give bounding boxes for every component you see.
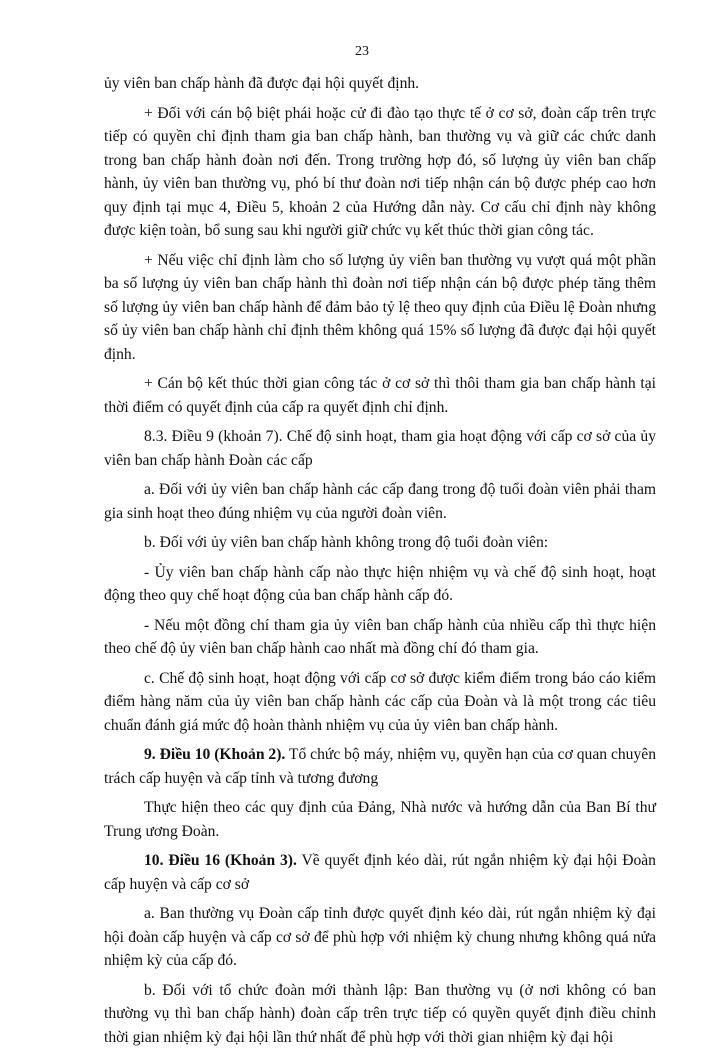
paragraph-text: b. Đối với tổ chức đoàn mới thành lập: Ban thường vụ (ở nơi không có ban thường vụ thì ban chấp hành) đoàn cấp trên trực tiếp có quyền quyết định điều chỉnh thời gian nhiệm kỳ đại hội lần thứ nhất để phù hợp với thời gian nhiệm kỳ đại hội (104, 981, 656, 1046)
document-body (104, 72, 656, 1055)
page-number: 23 (355, 44, 369, 59)
paragraph (104, 478, 656, 525)
paragraph (104, 102, 656, 243)
paragraph (104, 72, 656, 96)
paragraph-text: + Cán bộ kết thúc thời gian công tác ở cơ sở thì thôi tham gia ban chấp hành tại thời điểm có quyết định của cấp ra quyết định chỉ định. (104, 375, 656, 416)
paragraph-text: b. Đối với ủy viên ban chấp hành không trong độ tuổi đoàn viên: (144, 534, 549, 551)
paragraph-text: Tổ chức bộ máy, nhiệm vụ, quyền hạn của cơ quan chuyên trách cấp huyện và cấp tỉnh và tương đương (104, 746, 656, 787)
paragraph-text: - Nếu một đồng chí tham gia ủy viên ban chấp hành của nhiều cấp thì thực hiện theo chế độ ủy viên ban chấp hành cao nhất mà đồng chí đó tham gia. (104, 616, 656, 657)
paragraph-text: ủy viên ban chấp hành đã được đại hội quyết định. (104, 75, 420, 92)
paragraph (104, 979, 656, 1050)
paragraph-text: Về quyết định kéo dài, rút ngắn nhiệm kỳ đại hội Đoàn cấp huyện và cấp cơ sở (104, 852, 656, 893)
paragraph-text: + Nếu việc chỉ định làm cho số lượng ủy viên ban thường vụ vượt quá một phần ba số lượng ủy viên ban chấp hành thì đoàn nơi tiếp nhận cán bộ được phép tăng thêm số lượng ủy viên ban chấp hành để đảm bảo tỷ lệ theo quy định của Điều lệ Đoàn nhưng số ủy viên ban chấp hành chỉ định thêm không quá 15% số lượng đã được đại hội quyết định. (104, 251, 656, 363)
paragraph-text: Thực hiện theo các quy định của Đảng, Nhà nước và hướng dẫn của Ban Bí thư Trung ương Đoàn. (104, 799, 656, 840)
paragraph-text: 8.3. Điều 9 (khoản 7). Chế độ sinh hoạt, tham gia hoạt động với cấp cơ sở của ủy viên ban chấp hành Đoàn các cấp (104, 428, 656, 469)
paragraph (104, 372, 656, 419)
paragraph (104, 796, 656, 843)
section-lead: 9. Điều 10 (Khoản 2). (144, 746, 286, 763)
paragraph-text: c. Chế độ sinh hoạt, hoạt động với cấp cơ sở được kiểm điểm trong báo cáo kiểm điểm hàng năm của ủy viên ban chấp hành các cấp của Đoàn và là một trong các tiêu chuẩn đánh giá mức độ hoàn thành nhiệm vụ của ủy viên ban chấp hành. (104, 669, 656, 734)
section-heading (104, 425, 656, 472)
paragraph (104, 249, 656, 367)
paragraph (104, 902, 656, 973)
section-heading (104, 849, 656, 896)
paragraph (104, 614, 656, 661)
paragraph (104, 667, 656, 738)
paragraph (104, 531, 656, 555)
paragraph-text: + Đối với cán bộ biệt phái hoặc cử đi đào tạo thực tế ở cơ sở, đoàn cấp trên trực tiếp có quyền chỉ định tham gia ban chấp hành, ban thường vụ và giữ các chức danh trong ban chấp hành đoàn nơi đến. Trong trường hợp đó, số lượng ủy viên ban chấp hành, ủy viên ban thường vụ, phó bí thư đoàn nơi tiếp nhận cán bộ được phép cao hơn quy định tại mục 4, Điều 5, khoản 2 của Hướng dẫn này. Cơ cấu chỉ định này không được kiện toàn, bổ sung sau khi người giữ chức vụ kết thúc thời gian công tác. (104, 104, 656, 239)
paragraph-text: a. Ban thường vụ Đoàn cấp tỉnh được quyết định kéo dài, rút ngắn nhiệm kỳ đại hội đoàn cấp huyện và cấp cơ sở để phù hợp với nhiệm kỳ chung nhưng không quá nửa nhiệm kỳ của cấp đó. (104, 905, 656, 969)
section-lead: 10. Điều 16 (Khoản 3). (144, 852, 297, 869)
section-heading (104, 743, 656, 790)
paragraph (104, 561, 656, 608)
paragraph-text: a. Đối với ủy viên ban chấp hành các cấp đang trong độ tuổi đoàn viên phải tham gia sinh hoạt theo đúng nhiệm vụ của người đoàn viên. (104, 481, 656, 522)
paragraph-text: - Ủy viên ban chấp hành cấp nào thực hiện nhiệm vụ và chế độ sinh hoạt, hoạt động theo quy chế hoạt động của ban chấp hành cấp đó. (104, 563, 656, 604)
